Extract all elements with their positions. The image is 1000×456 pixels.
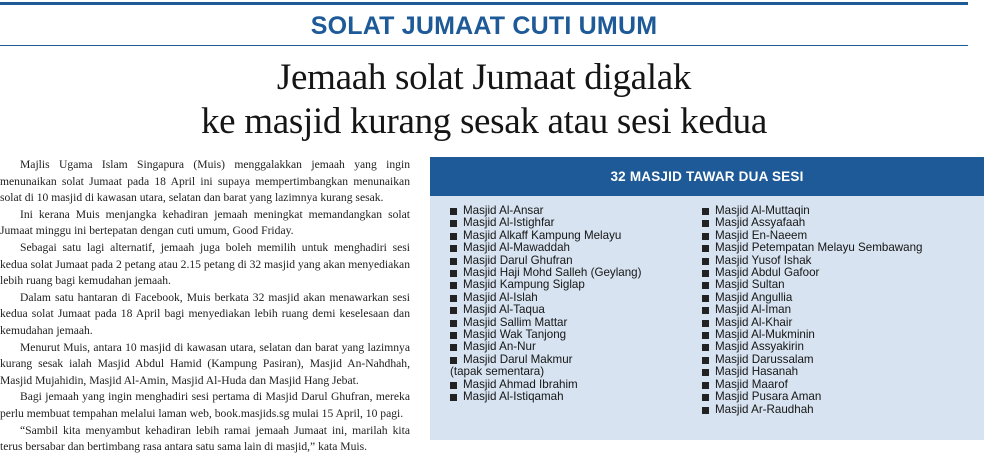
article-paragraph: Bagi jemaah yang ingin menghadiri sesi pertama di Masjid Darul Ghufran, mereka perlu membuat tempahan melalui laman web, book.masjids.sg mulai 15 April, 10 pagi.: [0, 390, 410, 420]
list-item: Masjid Kampung Siglap: [450, 279, 690, 291]
kicker-rule: [0, 45, 968, 46]
square-bullet-icon: [450, 295, 457, 302]
list-item: Masjid Al-Mawaddah: [450, 242, 690, 254]
list-item: Masjid Sultan: [702, 279, 984, 291]
list-item: Masjid Darul Makmur (tapak sementara): [450, 352, 573, 379]
square-bullet-icon: [702, 332, 709, 339]
square-bullet-icon: [450, 320, 457, 327]
mosque-list-right: [702, 205, 984, 416]
square-bullet-icon: [450, 382, 457, 389]
square-bullet-icon: [450, 357, 457, 364]
article-paragraph: Majlis Ugama Islam Singapura (Muis) menggalakkan jemaah yang ingin menunaikan solat Jumaat pada 18 April ini supaya mempertimbangkan menunaikan solat di 10 masjid di kawasan utara, selatan dan barat yang lazimnya kurang sesak.: [0, 158, 410, 205]
headline: [0, 56, 968, 144]
square-bullet-icon: [702, 220, 709, 227]
list-item: Masjid Al-Iman: [702, 304, 984, 316]
square-bullet-icon: [702, 320, 709, 327]
mosque-list-left: [450, 205, 690, 404]
square-bullet-icon: [702, 208, 709, 215]
list-item: Masjid Al-Muttaqin: [702, 205, 984, 217]
square-bullet-icon: [450, 282, 457, 289]
list-item: Masjid Pusara Aman: [702, 391, 984, 403]
list-item: Masjid En-Naeem: [702, 230, 984, 242]
list-item: Masjid Darul Ghufran: [450, 255, 690, 267]
headline-line-1: Jemaah solat Jumaat digalak: [276, 57, 692, 98]
list-item: Masjid Haji Mohd Salleh (Geylang): [450, 267, 690, 279]
list-item: Masjid Al-Islah: [450, 292, 690, 304]
square-bullet-icon: [702, 245, 709, 252]
top-rule: [0, 2, 968, 5]
square-bullet-icon: [450, 220, 457, 227]
article-paragraph: Ini kerana Muis menjangka kehadiran jemaah meningkat memandangkan solat Jumaat minggu ini bertepatan dengan cuti umum, Good Friday.: [0, 207, 410, 238]
square-bullet-icon: [702, 407, 709, 414]
square-bullet-icon: [702, 369, 709, 376]
list-item: Masjid Darussalam: [702, 354, 984, 366]
square-bullet-icon: [702, 295, 709, 302]
square-bullet-icon: [702, 233, 709, 240]
list-item: Masjid Ar-Raudhah: [702, 404, 984, 416]
square-bullet-icon: [702, 307, 709, 314]
square-bullet-icon: [702, 357, 709, 364]
square-bullet-icon: [450, 332, 457, 339]
square-bullet-icon: [702, 282, 709, 289]
square-bullet-icon: [450, 394, 457, 401]
square-bullet-icon: [450, 258, 457, 265]
list-item: Masjid Al-Taqua: [450, 304, 690, 316]
list-item: Masjid Al-Mukminin: [702, 329, 984, 341]
list-item: Masjid Maarof: [702, 379, 984, 391]
headline-line-2: ke masjid kurang sesak atau sesi kedua: [200, 101, 768, 142]
section-kicker: SOLAT JUMAAT CUTI UMUM: [310, 12, 658, 40]
list-item: Masjid An-Nur: [450, 341, 690, 353]
sidebar-title: 32 MASJID TAWAR DUA SESI: [430, 157, 984, 196]
square-bullet-icon: [450, 344, 457, 351]
square-bullet-icon: [702, 258, 709, 265]
square-bullet-icon: [450, 245, 457, 252]
list-item-note: (tapak sementara): [450, 365, 545, 379]
list-item: Masjid Hasanah: [702, 366, 984, 378]
article-paragraph: Sebagai satu lagi alternatif, jemaah juga boleh memilih untuk menghadiri sesi kedua solat Jumaat pada 2 petang atau 2.15 petang di 32 masjid yang akan menyediakan lebih ruang bagi kemudahan jemaah.: [0, 240, 410, 288]
list-item: Masjid Alkaff Kampung Melayu: [450, 230, 690, 242]
list-item: Masjid Angullia: [702, 292, 984, 304]
list-item: Masjid Petempatan Melayu Sembawang: [702, 242, 984, 254]
list-item: Masjid Abdul Gafoor: [702, 267, 984, 279]
list-item: Masjid Assyakirin: [702, 341, 984, 353]
square-bullet-icon: [450, 233, 457, 240]
mosque-list-sidebar: [430, 157, 984, 440]
list-item: Masjid Sallim Mattar: [450, 317, 690, 329]
square-bullet-icon: [702, 270, 709, 277]
square-bullet-icon: [450, 208, 457, 215]
square-bullet-icon: [450, 270, 457, 277]
list-item: Masjid Ahmad Ibrahim: [450, 379, 690, 391]
list-item: Masjid Assyafaah: [702, 217, 984, 229]
article-paragraph: “Sambil kita menyambut kehadiran lebih ramai jemaah Jumaat ini, marilah kita terus bersabar dan bertimbang rasa antara satu sama lain di masjid,” kata Muis.: [0, 423, 410, 454]
square-bullet-icon: [702, 394, 709, 401]
list-item: Masjid Wak Tanjong: [450, 329, 690, 341]
square-bullet-icon: [702, 382, 709, 389]
list-item: Masjid Al-Ansar: [450, 205, 690, 217]
list-item: Masjid Yusof Ishak: [702, 255, 984, 267]
article-body: [0, 157, 410, 456]
list-item: Masjid Al-Khair: [702, 317, 984, 329]
list-item: Masjid Al-Istighfar: [450, 217, 690, 229]
list-item: Masjid Al-Istiqamah: [450, 391, 690, 403]
square-bullet-icon: [450, 307, 457, 314]
article-paragraph: Dalam satu hantaran di Facebook, Muis berkata 32 masjid akan menawarkan sesi kedua solat Jumaat pada 18 April bagi menyediakan lebih ruang demi keselesaan dan kemudahan jemaah.: [0, 290, 410, 337]
article-paragraph: Menurut Muis, antara 10 masjid di kawasan utara, selatan dan barat yang lazimnya kurang sesak ialah Masjid Abdul Hamid (Kampung Pasiran), Masjid An-Nahdhah, Masjid Mujahidin, Masjid Al-Amin, Masjid Al-Huda dan Masjid Hang Jebat.: [0, 340, 410, 387]
square-bullet-icon: [702, 344, 709, 351]
